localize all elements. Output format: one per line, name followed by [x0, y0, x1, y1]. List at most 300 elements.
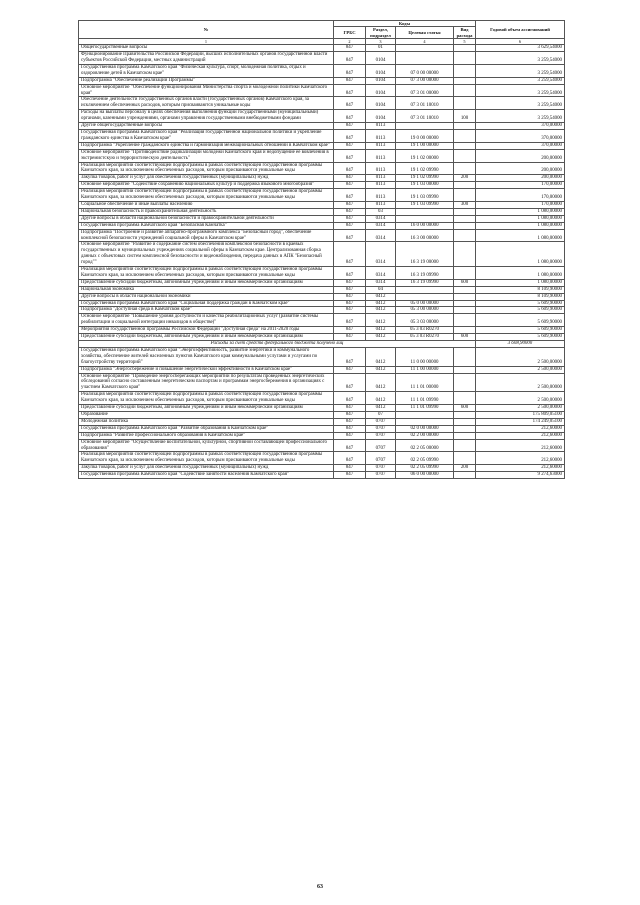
- column-index: 4: [396, 39, 454, 45]
- table-row: [79, 142, 565, 149]
- row-name: Основное мероприятие "Повышение уровня доступности и качества реабилитационных услуг (развитие системы реабилитации и социальной интеграции инвалидов в обществе)": [79, 314, 334, 327]
- budget-table: [78, 20, 565, 479]
- table-row: [79, 307, 565, 314]
- row-razdel: 0113: [366, 123, 396, 130]
- row-grbs: 847: [334, 162, 366, 175]
- table-row: [79, 432, 565, 439]
- row-expense-type: [454, 286, 476, 293]
- row-razdel: 0412: [366, 307, 396, 314]
- row-razdel: 0104: [366, 64, 396, 77]
- table-row: [79, 300, 565, 307]
- row-grbs: 847: [334, 405, 366, 412]
- row-expense-type: [454, 314, 476, 327]
- row-expense-type: [454, 45, 476, 52]
- row-grbs: 847: [334, 149, 366, 162]
- row-target-article: 02 2 05 00000: [396, 439, 454, 452]
- row-name: Основное мероприятие "Осуществление воспитательной, культурной, спортивной составляющей профессионального образования": [79, 439, 334, 452]
- row-expense-type: [454, 300, 476, 307]
- table-row: [79, 189, 565, 202]
- row-razdel: 0314: [366, 279, 396, 286]
- row-sum: 5 609,90000: [476, 307, 565, 314]
- header-target-article: Целевая статья: [396, 27, 454, 39]
- row-expense-type: [454, 293, 476, 300]
- row-name: Другие вопросы в области национальной экономики: [79, 293, 334, 300]
- table-row: [79, 347, 565, 366]
- header-codes: Коды: [334, 21, 476, 27]
- table-row: [79, 439, 565, 452]
- row-razdel: 0104: [366, 52, 396, 65]
- row-razdel: 0113: [366, 175, 396, 182]
- row-name: Государственная программа Камчатского края "Содействие занятости населения Камчатского края": [79, 472, 334, 479]
- row-expense-type: [454, 425, 476, 432]
- table-row: [79, 242, 565, 267]
- row-expense-type: [454, 142, 476, 149]
- row-sum: 3 259,54000: [476, 77, 565, 84]
- row-expense-type: [454, 267, 476, 280]
- row-sum: 212,60000: [476, 452, 565, 465]
- row-target-article: 11 1 01 00000: [396, 373, 454, 392]
- table-row: [79, 418, 565, 425]
- table-row: [79, 77, 565, 84]
- row-grbs: 847: [334, 418, 366, 425]
- row-grbs: 847: [334, 52, 366, 65]
- row-grbs: 847: [334, 189, 366, 202]
- row-target-article: 05 0 00 00000: [396, 300, 454, 307]
- row-grbs: 847: [334, 293, 366, 300]
- row-expense-type: 200: [454, 465, 476, 472]
- table-row: [79, 425, 565, 432]
- row-name: Предоставление субсидий бюджетным, автономным учреждениям и иным некоммерческим организациям: [79, 279, 334, 286]
- table-row: [79, 123, 565, 130]
- row-sum: 2 500,00000: [476, 347, 565, 366]
- row-target-article: 19 1 03 09990: [396, 189, 454, 202]
- row-target-article: 16 3 00 00000: [396, 229, 454, 242]
- row-razdel: 0104: [366, 110, 396, 123]
- row-grbs: 847: [334, 130, 366, 143]
- row-expense-type: [454, 208, 476, 215]
- row-expense-type: [454, 215, 476, 222]
- row-name: Основное мероприятие "Проведение энергосберегающих мероприятий по результатам проведенных энергетических обследований согласно составленным энергетическим паспортам и программам энергосбережения в организациях с участием Камчатского края": [79, 373, 334, 392]
- row-name: Образование: [79, 411, 334, 418]
- row-razdel: 0113: [366, 162, 396, 175]
- row-razdel: 0113: [366, 142, 396, 149]
- row-expense-type: [454, 84, 476, 97]
- row-grbs: 847: [334, 425, 366, 432]
- table-row: [79, 279, 565, 286]
- row-grbs: 847: [334, 347, 366, 366]
- table-row: [79, 293, 565, 300]
- row-sum: 5 609,90000: [476, 334, 565, 341]
- row-sum: 1 080,00000: [476, 267, 565, 280]
- row-expense-type: [454, 373, 476, 392]
- row-expense-type: [454, 64, 476, 77]
- row-sum: 9 274,63000: [476, 472, 565, 479]
- row-razdel: 0412: [366, 327, 396, 334]
- row-target-article: [396, 286, 454, 293]
- row-razdel: 0412: [366, 334, 396, 341]
- row-razdel: 0113: [366, 189, 396, 202]
- row-razdel: 0314: [366, 229, 396, 242]
- column-index: 3: [366, 39, 396, 45]
- row-grbs: 847: [334, 229, 366, 242]
- row-target-article: [396, 52, 454, 65]
- row-target-article: 16 3 19 09990: [396, 279, 454, 286]
- row-grbs: 847: [334, 201, 366, 208]
- table-row: [79, 472, 565, 479]
- row-target-article: 19 1 02 00000: [396, 149, 454, 162]
- row-name: Мероприятия государственной программы Российской Федерации "Доступная среда" на 2011-2020 годы: [79, 327, 334, 334]
- row-razdel: 0707: [366, 472, 396, 479]
- row-sum: 200,00000: [476, 175, 565, 182]
- row-name: Социальное обеспечение и иные выплаты населению: [79, 201, 334, 208]
- row-expense-type: [454, 472, 476, 479]
- row-sum: 1 080,00000: [476, 222, 565, 229]
- table-row: [79, 110, 565, 123]
- row-grbs: 847: [334, 373, 366, 392]
- table-row: [79, 52, 565, 65]
- row-target-article: 11 1 01 09990: [396, 392, 454, 405]
- column-index: 6: [476, 39, 565, 45]
- column-index: 1: [79, 39, 334, 45]
- row-expense-type: [454, 418, 476, 425]
- row-razdel: 0412: [366, 314, 396, 327]
- row-expense-type: [454, 439, 476, 452]
- row-razdel: 0314: [366, 222, 396, 229]
- row-expense-type: 100: [454, 110, 476, 123]
- row-target-article: 16 3 19 00000: [396, 242, 454, 267]
- row-expense-type: [454, 189, 476, 202]
- row-razdel: 03: [366, 208, 396, 215]
- row-grbs: 847: [334, 222, 366, 229]
- row-sum: 212,60000: [476, 439, 565, 452]
- row-razdel: 0412: [366, 347, 396, 366]
- row-sum: 170,00000: [476, 189, 565, 202]
- row-target-article: [396, 293, 454, 300]
- row-name: Подпрограмма "Укрепление гражданского единства и гармонизация межнациональных отношений в Камчатском крае": [79, 142, 334, 149]
- row-target-article: 11 0 00 00000: [396, 347, 454, 366]
- row-target-article: 02 2 00 00000: [396, 432, 454, 439]
- row-sum: 3 259,54000: [476, 84, 565, 97]
- row-expense-type: [454, 130, 476, 143]
- row-razdel: 0707: [366, 452, 396, 465]
- row-grbs: 847: [334, 472, 366, 479]
- row-sum: 1 080,00000: [476, 215, 565, 222]
- row-sum: 200,00000: [476, 149, 565, 162]
- row-grbs: 847: [334, 439, 366, 452]
- row-sum: 370,00000: [476, 123, 565, 130]
- row-grbs: 847: [334, 314, 366, 327]
- column-index: 5: [454, 39, 476, 45]
- row-target-article: 19 1 00 00000: [396, 142, 454, 149]
- row-grbs: 847: [334, 411, 366, 418]
- row-name: Общегосударственные вопросы: [79, 45, 334, 52]
- row-target-article: 05 3 03 R0270: [396, 334, 454, 341]
- row-grbs: 847: [334, 452, 366, 465]
- table-row: [79, 366, 565, 373]
- row-razdel: 0104: [366, 77, 396, 84]
- row-grbs: 847: [334, 465, 366, 472]
- table-header: [79, 21, 565, 45]
- header-expense-type: Вид расхода: [454, 27, 476, 39]
- row-razdel: 0314: [366, 242, 396, 267]
- row-target-article: 06 0 00 00000: [396, 472, 454, 479]
- header-annual-volume: Годовой объем ассигнований: [476, 21, 565, 39]
- row-grbs: 847: [334, 286, 366, 293]
- row-expense-type: [454, 411, 476, 418]
- row-razdel: 0104: [366, 97, 396, 110]
- table-row: [79, 201, 565, 208]
- row-name: Расходы на выплаты персоналу в целях обеспечения выполнения функций государственными (муниципальными) органами, казенными учреждениями, органами управления государственными внебюджетными фондами: [79, 110, 334, 123]
- row-target-article: 19 1 02 09990: [396, 162, 454, 175]
- row-grbs: 847: [334, 279, 366, 286]
- row-sum: 8 109,90000: [476, 286, 565, 293]
- table-row: [79, 465, 565, 472]
- row-grbs: 847: [334, 327, 366, 334]
- table-row: [79, 229, 565, 242]
- row-expense-type: [454, 347, 476, 366]
- row-target-article: 16 3 19 09990: [396, 267, 454, 280]
- table-row: [79, 411, 565, 418]
- row-name: Государственная программа Камчатского края "Физическая культура, спорт, молодежная политика, отдых и оздоровление детей в Камчатском крае": [79, 64, 334, 77]
- row-expense-type: [454, 149, 476, 162]
- row-sum: 1 080,00000: [476, 242, 565, 267]
- table-row: [79, 452, 565, 465]
- note-sum: 3 608,90000: [476, 341, 565, 348]
- row-sum: 3 259,54000: [476, 64, 565, 77]
- row-sum: 2 500,00000: [476, 366, 565, 373]
- row-name: Закупка товаров, работ и услуг для обеспечения государственных (муниципальных) нужд: [79, 175, 334, 182]
- row-name: Другие общегосударственные вопросы: [79, 123, 334, 130]
- row-razdel: 0412: [366, 405, 396, 412]
- row-razdel: 0113: [366, 130, 396, 143]
- row-sum: 174 249,05100: [476, 418, 565, 425]
- row-target-article: 19 1 03 09990: [396, 201, 454, 208]
- row-grbs: 847: [334, 84, 366, 97]
- row-expense-type: [454, 242, 476, 267]
- row-target-article: [396, 411, 454, 418]
- row-name: Государственная программа Камчатского края "Развитие образования в Камчатском крае": [79, 425, 334, 432]
- row-target-article: 02 2 05 09990: [396, 452, 454, 465]
- row-name: Реализация мероприятий соответствующей подпрограммы в рамках соответствующей государственной программы Камчатского края, за исключением обеспеченных расходов, которым присваиваются уникальные коды: [79, 267, 334, 280]
- row-expense-type: [454, 307, 476, 314]
- row-sum: 200,00000: [476, 162, 565, 175]
- row-name: Основное мероприятие "Развитие и содержание систем обеспечения комплексной безопасности в краевых государственных и муниципальных учреждениях социальной сферы в Камчатском крае. Централизованная сборка данных с объектовых систем комплексной безопасности и видеонаблюдения, передача данных в АПК "Безопасный город"": [79, 242, 334, 267]
- row-sum: 1 080,00000: [476, 208, 565, 215]
- row-grbs: 847: [334, 182, 366, 189]
- row-name: Национальная экономика: [79, 286, 334, 293]
- row-grbs: 847: [334, 208, 366, 215]
- row-name: Подпрограмма "Построение и развитие аппаратно-программного комплекса "Безопасный город", обеспечение комплексной безопасности учреждений социальной сферы в Камчатском крае": [79, 229, 334, 242]
- row-name: Реализация мероприятий соответствующей подпрограммы в рамках соответствующей государственной программы Камчатского края, за исключением обеспеченных расходов, которым присваиваются уникальные коды: [79, 452, 334, 465]
- table-row: [79, 314, 565, 327]
- row-razdel: 0707: [366, 465, 396, 472]
- row-target-article: 19 1 02 09990: [396, 175, 454, 182]
- row-razdel: 01: [366, 45, 396, 52]
- table-row: [79, 97, 565, 110]
- row-sum: 370,00000: [476, 130, 565, 143]
- row-expense-type: 600: [454, 334, 476, 341]
- table-row: [79, 327, 565, 334]
- row-name: Предоставление субсидий бюджетным, автономным учреждениям и иным некоммерческим организациям: [79, 405, 334, 412]
- row-sum: 170,00000: [476, 182, 565, 189]
- row-name: Функционирование Правительства Российской Федерации, высших исполнительных органов государственной власти субъектов Российской Федерации, местных администраций: [79, 52, 334, 65]
- row-razdel: 0412: [366, 293, 396, 300]
- row-razdel: 0314: [366, 215, 396, 222]
- table-row: [79, 45, 565, 52]
- row-name: Подпрограмма "Развитие профессионального образования в Камчатском крае": [79, 432, 334, 439]
- row-expense-type: [454, 52, 476, 65]
- row-target-article: [396, 45, 454, 52]
- row-sum: 212,60000: [476, 465, 565, 472]
- row-razdel: 0707: [366, 432, 396, 439]
- row-name: Государственная программа Камчатского края "Энергоэффективность, развитие энергетики и коммунального хозяйства, обеспечение жителей населенных пунктов Камчатского края коммунальными услугами и услугами по благоустройству территорий": [79, 347, 334, 366]
- row-sum: 8 109,90000: [476, 293, 565, 300]
- row-expense-type: [454, 123, 476, 130]
- row-target-article: 11 1 01 09990: [396, 405, 454, 412]
- row-target-article: [396, 123, 454, 130]
- row-grbs: 847: [334, 392, 366, 405]
- row-name: Другие вопросы в области национальной безопасности и правоохранительной деятельности: [79, 215, 334, 222]
- row-target-article: 16 0 00 00000: [396, 222, 454, 229]
- row-grbs: 847: [334, 97, 366, 110]
- table-row: [79, 182, 565, 189]
- row-razdel: 0412: [366, 300, 396, 307]
- row-grbs: 847: [334, 432, 366, 439]
- row-razdel: 04: [366, 286, 396, 293]
- row-target-article: 07 0 00 00000: [396, 64, 454, 77]
- row-name: Предоставление субсидий бюджетным, автономным учреждениям и иным некоммерческим организациям: [79, 334, 334, 341]
- row-grbs: 847: [334, 142, 366, 149]
- row-sum: 370,00000: [476, 142, 565, 149]
- row-razdel: 0412: [366, 392, 396, 405]
- row-name: Молодежная политика: [79, 418, 334, 425]
- row-grbs: 847: [334, 334, 366, 341]
- row-razdel: 0113: [366, 182, 396, 189]
- table-row: [79, 334, 565, 341]
- row-grbs: 847: [334, 77, 366, 84]
- table-row: [79, 149, 565, 162]
- table-row: [79, 64, 565, 77]
- row-target-article: 19 0 00 00000: [396, 130, 454, 143]
- row-expense-type: [454, 222, 476, 229]
- row-razdel: 0707: [366, 439, 396, 452]
- row-sum: 5 609,90000: [476, 300, 565, 307]
- row-sum: 175 809,05100: [476, 411, 565, 418]
- row-name: Государственная программа Камчатского края "Социальная поддержка граждан в Камчатском крае": [79, 300, 334, 307]
- row-expense-type: [454, 452, 476, 465]
- row-grbs: 847: [334, 175, 366, 182]
- table-row: [79, 286, 565, 293]
- row-razdel: 0113: [366, 149, 396, 162]
- row-sum: 170,00000: [476, 201, 565, 208]
- row-grbs: 847: [334, 267, 366, 280]
- budget-sheet: [78, 20, 564, 479]
- row-target-article: 19 1 03 00000: [396, 182, 454, 189]
- row-sum: 3 259,54000: [476, 97, 565, 110]
- row-razdel: 0412: [366, 373, 396, 392]
- row-name: Реализация мероприятий соответствующей подпрограммы в рамках соответствующей государственной программы Камчатского края, за исключением обеспеченных расходов, которым присваиваются уникальные коды: [79, 189, 334, 202]
- row-name: Государственная программа Камчатского края "Реализация государственной национальной политики и укрепление гражданского единства в Камчатском крае": [79, 130, 334, 143]
- page-number: 63: [317, 884, 323, 890]
- row-razdel: 07: [366, 411, 396, 418]
- row-target-article: 07 3 01 00000: [396, 84, 454, 97]
- row-name: Основное мероприятие "Противодействие радикализации молодежи Камчатского края и недопущение ее вовлечения в экстремистскую и террористическую деятельность": [79, 149, 334, 162]
- table-row: [79, 130, 565, 143]
- row-sum: 5 609,90000: [476, 327, 565, 334]
- row-sum: 212,60000: [476, 425, 565, 432]
- row-grbs: 847: [334, 300, 366, 307]
- table-row: [79, 175, 565, 182]
- row-expense-type: [454, 182, 476, 189]
- table-row: [79, 405, 565, 412]
- row-target-article: 05 3 03 R0270: [396, 327, 454, 334]
- row-razdel: 0412: [366, 366, 396, 373]
- row-grbs: 847: [334, 366, 366, 373]
- table-row: [79, 267, 565, 280]
- row-expense-type: 600: [454, 405, 476, 412]
- row-expense-type: [454, 77, 476, 84]
- row-expense-type: [454, 229, 476, 242]
- row-target-article: [396, 418, 454, 425]
- row-razdel: 0707: [366, 425, 396, 432]
- table-row: [79, 84, 565, 97]
- row-sum: 1 080,00000: [476, 279, 565, 286]
- row-sum: 5 609,90000: [476, 314, 565, 327]
- table-row: [79, 215, 565, 222]
- table-note-row: [79, 341, 565, 348]
- row-name: Подпрограмма "Обеспечение реализации Программы": [79, 77, 334, 84]
- row-name: Закупка товаров, работ и услуг для обеспечения государственных (муниципальных) нужд: [79, 465, 334, 472]
- row-target-article: 02 0 00 00000: [396, 425, 454, 432]
- row-expense-type: [454, 432, 476, 439]
- row-grbs: 847: [334, 123, 366, 130]
- table-body: [79, 45, 565, 479]
- table-row: [79, 392, 565, 405]
- note-text: Расходы за счет средств федерального бюджета получено лиц: [79, 341, 476, 348]
- table-row: [79, 208, 565, 215]
- row-expense-type: 200: [454, 175, 476, 182]
- row-name: Реализация мероприятий соответствующей подпрограммы в рамках соответствующей государственной программы Камчатского края, за исключением обеспеченных расходов, которым присваиваются уникальные коды: [79, 392, 334, 405]
- row-target-article: 11 1 00 00000: [396, 366, 454, 373]
- row-target-article: 05 3 03 00000: [396, 314, 454, 327]
- row-razdel: 0707: [366, 418, 396, 425]
- row-sum: 3 629,54000: [476, 45, 565, 52]
- row-name: Обеспечение деятельности государственных органов власти (государственных органов) Камчатского края, за исключением обеспеченных расходов, которым присваиваются уникальные коды: [79, 97, 334, 110]
- row-sum: 2 500,00000: [476, 392, 565, 405]
- row-name: Государственная программа Камчатского края "Безопасная Камчатка": [79, 222, 334, 229]
- column-index: 2: [334, 39, 366, 45]
- row-razdel: 0314: [366, 267, 396, 280]
- row-expense-type: [454, 327, 476, 334]
- header-razdel: Раздел, подраздел: [366, 27, 396, 39]
- header-grbs: ГРБС: [334, 27, 366, 39]
- row-name: Реализация мероприятий соответствующей подпрограммы в рамках соответствующей государственной программы Камчатского края, за исключением обеспеченных расходов, которым присваиваются уникальные коды: [79, 162, 334, 175]
- row-expense-type: [454, 366, 476, 373]
- row-target-article: 05 3 00 00000: [396, 307, 454, 314]
- row-target-article: 02 2 05 09990: [396, 465, 454, 472]
- row-target-article: [396, 208, 454, 215]
- row-razdel: 0104: [366, 84, 396, 97]
- row-expense-type: [454, 97, 476, 110]
- row-grbs: 847: [334, 45, 366, 52]
- row-target-article: [396, 215, 454, 222]
- row-name: Основное мероприятие "Обеспечение функционирования Министерства спорта и молодежной политики Камчатского края": [79, 84, 334, 97]
- row-sum: 3 259,54000: [476, 52, 565, 65]
- row-target-article: 07 3 01 10010: [396, 110, 454, 123]
- row-grbs: 847: [334, 242, 366, 267]
- row-razdel: 0113: [366, 201, 396, 208]
- row-sum: 2 500,00000: [476, 405, 565, 412]
